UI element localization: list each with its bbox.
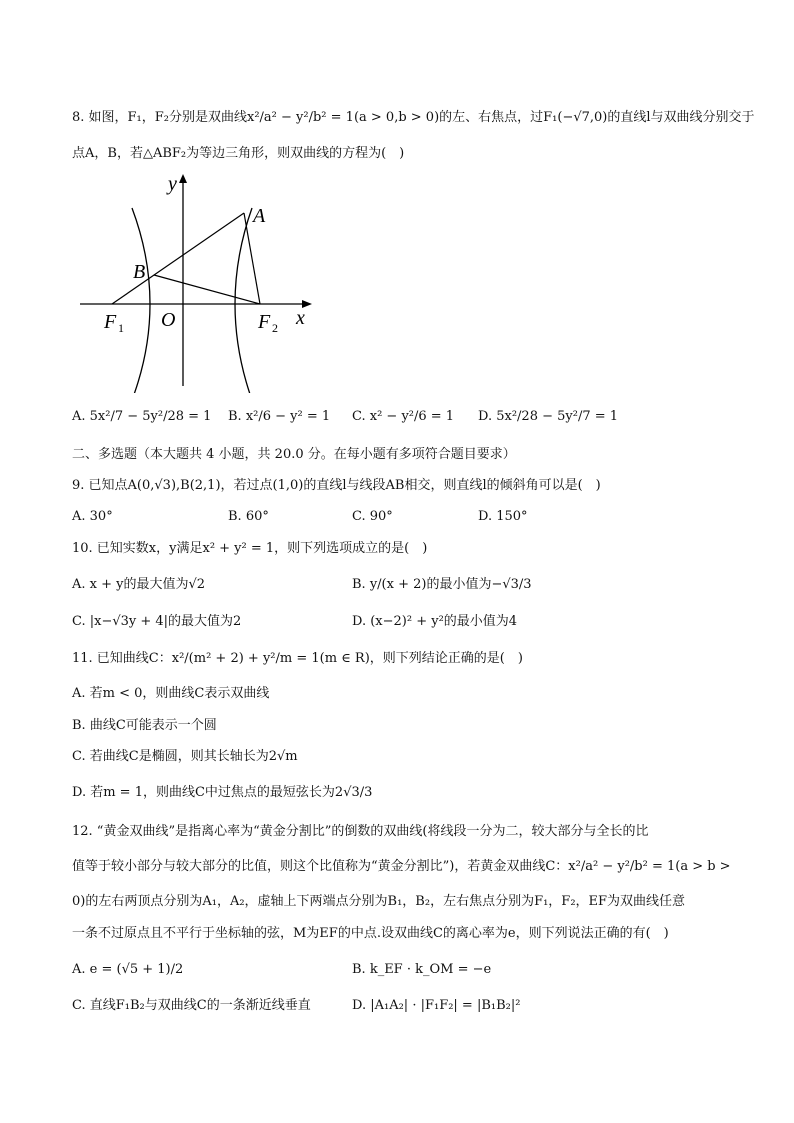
q11-option-c[interactable]: C. 若曲线C是椭圆，则其长轴长为2√m [72,749,298,764]
q8-figure [70,168,330,393]
q9-stem: 9. 已知点A(0,√3),B(2,1)，若过点(1,0)的直线l与线段AB相交，则直线l的倾斜角可以是( ) [72,478,601,493]
q8-option-b[interactable]: B. x²/6 − y² = 1 [228,409,331,424]
label-F2-sub: 2 [272,321,278,335]
segment-BF2 [154,275,260,304]
q8-option-a[interactable]: A. 5x²/7 − 5y²/28 = 1 [72,409,212,424]
q9-option-d[interactable]: D. 150° [478,509,528,524]
label-F2: F [258,311,271,333]
q12-stem-line2: 值等于较小部分与较大部分的比值，则这个比值称为“黄金分割比”)，若黄金双曲线C：x²/a² − y²/b² = 1(a > b > [72,859,731,874]
q12-stem-line1: 12. “黄金双曲线”是指离心率为“黄金分割比”的倒数的双曲线(将线段一分为二，较大部分与全长的比 [72,824,649,839]
section-heading: 二、多选题（本大题共 4 小题，共 20.0 分。在每小题有多项符合题目要求） [72,447,516,462]
q10-option-d[interactable]: D. (x−2)² + y²的最小值为4 [352,614,518,629]
label-O: O [161,309,176,331]
q10-stem: 10. 已知实数x，y满足x² + y² = 1，则下列选项成立的是( ) [72,541,428,556]
q12-option-d[interactable]: D. |A₁A₂| · |F₁F₂| = |B₁B₂|² [352,998,521,1013]
q12-option-b[interactable]: B. k_EF · k_OM = −e [352,962,492,977]
q9-option-a[interactable]: A. 30° [72,509,113,524]
q11-option-a[interactable]: A. 若m < 0，则曲线C表示双曲线 [72,686,270,701]
label-F1-sub: 1 [118,321,124,335]
q10-option-a[interactable]: A. x + y的最大值为√2 [72,577,206,592]
q11-option-b[interactable]: B. 曲线C可能表示一个圆 [72,718,217,733]
q12-stem-line4: 一条不过原点且不平行于坐标轴的弦，M为EF的中点.设双曲线C的离心率为e，则下列说法正确的有( ) [72,926,669,941]
label-y: y [168,173,177,195]
q12-option-c[interactable]: C. 直线F₁B₂与双曲线C的一条渐近线垂直 [72,998,311,1013]
q8-option-d[interactable]: D. 5x²/28 − 5y²/7 = 1 [478,409,619,424]
q11-stem: 11. 已知曲线C：x²/(m² + 2) + y²/m = 1(m ∈ R)，则下列结论正确的是( ) [72,651,523,666]
q8-stem-line1: 8. 如图，F₁，F₂分别是双曲线x²/a² − y²/b² = 1(a > 0,b > 0)的左、右焦点，过F₁(−√7,0)的直线l与双曲线分别交于 [72,110,755,125]
line-l [112,213,244,304]
q8-option-c[interactable]: C. x² − y²/6 = 1 [352,409,455,424]
q12-stem-line3: 0)的左右两顶点分别为A₁，A₂，虚轴上下两端点分别为B₁，B₂，左右焦点分别为F₁，F₂，EF为双曲线任意 [72,894,686,909]
label-F1: F [104,311,117,333]
q12-option-a[interactable]: A. e = (√5 + 1)/2 [72,962,184,977]
label-A: A [253,205,266,227]
q11-option-d[interactable]: D. 若m = 1，则曲线C中过焦点的最短弦长为2√3/3 [72,785,373,800]
label-B: B [133,261,146,283]
q9-option-c[interactable]: C. 90° [352,509,393,524]
q9-option-b[interactable]: B. 60° [228,509,269,524]
q8-stem-line2: 点A，B，若△ABF₂为等边三角形，则双曲线的方程为( ) [72,146,405,161]
left-hyperbola-branch [132,208,150,393]
q10-option-c[interactable]: C. |x−√3y + 4|的最大值为2 [72,614,242,629]
q10-option-b[interactable]: B. y/(x + 2)的最小值为−√3/3 [352,577,532,592]
y-axis-arrow [179,174,187,183]
label-x: x [296,307,305,329]
